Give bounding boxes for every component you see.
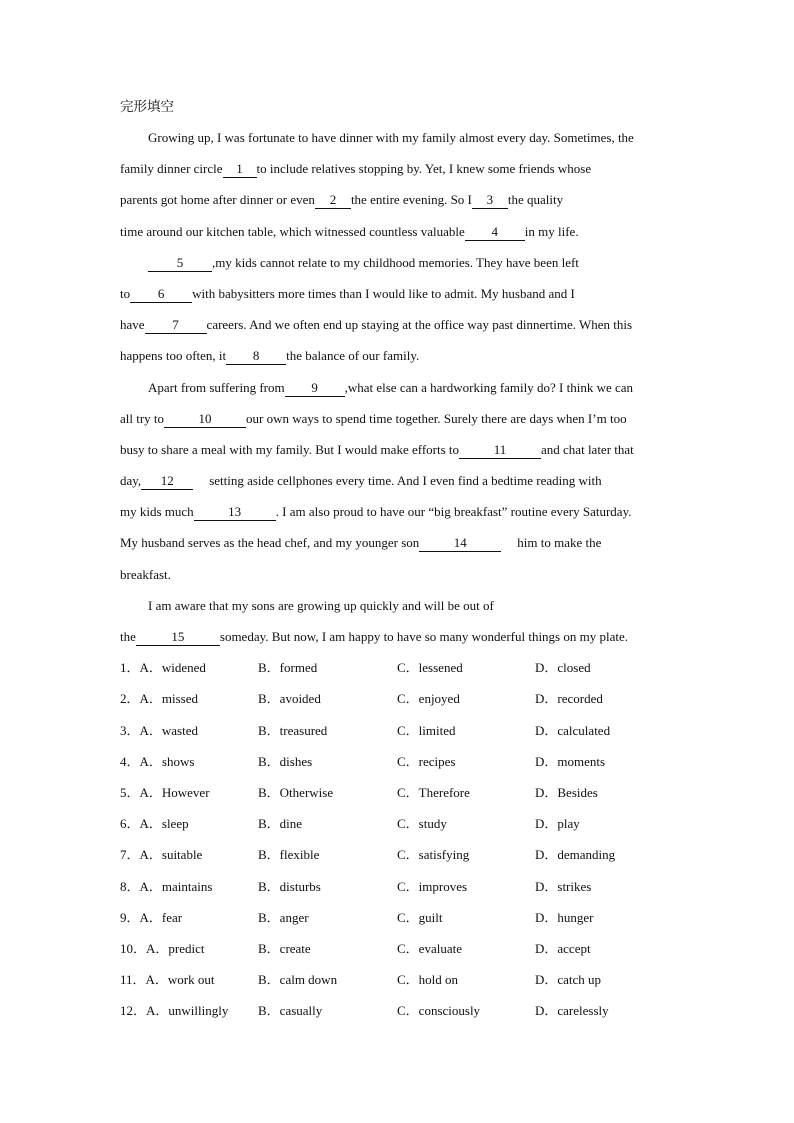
option-d: D．hunger bbox=[535, 909, 594, 925]
option-a: 2．A．missed bbox=[120, 691, 199, 707]
option-a: 10．A．predict bbox=[120, 940, 205, 956]
question-options-9 bbox=[120, 902, 675, 933]
option-b: B．casually bbox=[258, 1003, 323, 1019]
passage-line: time around our kitchen table, which witnessed countless valuable 4 in my life. bbox=[120, 223, 579, 239]
passage-line: all try to 10 our own ways to spend time together. Surely there are days when I’m too bbox=[120, 410, 627, 426]
passage-line: Apart from suffering from 9 ,what else can a hardworking family do? I think we can bbox=[148, 379, 634, 395]
blank-9: 9 bbox=[285, 380, 345, 397]
option-b: B．avoided bbox=[258, 691, 321, 707]
option-d: D．recorded bbox=[535, 691, 603, 707]
option-a: 7．A．suitable bbox=[120, 847, 203, 863]
passage-line: happens too often, it 8 the balance of our family. bbox=[120, 348, 420, 364]
option-c: C．hold on bbox=[397, 972, 459, 988]
option-c: C．recipes bbox=[397, 753, 456, 769]
passage-line: busy to share a meal with my family. But I would make efforts to 11 and chat later that bbox=[120, 441, 634, 457]
blank-4: 4 bbox=[465, 224, 525, 241]
option-c: C．enjoyed bbox=[397, 691, 460, 707]
option-b: B．dishes bbox=[258, 753, 313, 769]
blank-10: 10 bbox=[164, 411, 246, 428]
passage-line: family dinner circle 1 to include relatives stopping by. Yet, I knew some friends whose bbox=[120, 161, 592, 177]
option-a: 11．A．work out bbox=[120, 972, 215, 988]
passage-line: I am aware that my sons are growing up quickly and will be out of bbox=[148, 597, 494, 613]
option-d: D．play bbox=[535, 816, 580, 832]
blank-15: 15 bbox=[136, 629, 220, 646]
passage-line: My husband serves as the head chef, and my younger son 14 him to make the bbox=[120, 535, 602, 551]
passage-line: have 7 careers. And we often end up staying at the office way past dinnertime. When this bbox=[120, 317, 633, 333]
option-c: C．lessened bbox=[397, 660, 463, 676]
option-d: D．Besides bbox=[535, 784, 598, 800]
option-b: B．flexible bbox=[258, 847, 320, 863]
option-b: B．formed bbox=[258, 660, 318, 676]
option-a: 6．A．sleep bbox=[120, 816, 189, 832]
option-a: 9．A．fear bbox=[120, 909, 183, 925]
blank-11: 11 bbox=[459, 442, 541, 459]
option-b: B．anger bbox=[258, 909, 309, 925]
question-options-7 bbox=[120, 839, 675, 870]
question-options-11 bbox=[120, 964, 675, 995]
option-d: D．accept bbox=[535, 940, 591, 956]
option-d: D．catch up bbox=[535, 972, 602, 988]
option-a: 12．A．unwillingly bbox=[120, 1003, 229, 1019]
option-a: 1．A．widened bbox=[120, 660, 206, 676]
passage-line: breakfast. bbox=[120, 566, 171, 582]
question-options-1 bbox=[120, 652, 675, 683]
blank-1: 1 bbox=[223, 161, 257, 178]
passage-line: day, 12 setting aside cellphones every time. And I even find a bedtime reading with bbox=[120, 473, 602, 489]
option-a: 3．A．wasted bbox=[120, 722, 198, 738]
blank-2: 2 bbox=[315, 192, 351, 209]
option-c: C．improves bbox=[397, 878, 468, 894]
passage-line: Growing up, I was fortunate to have dinner with my family almost every day. Sometimes, the bbox=[148, 130, 634, 145]
passage-line: parents got home after dinner or even 2 the entire evening. So I 3 the quality bbox=[120, 192, 564, 208]
option-c: C．limited bbox=[397, 722, 456, 738]
passage-line: the 15 someday. But now, I am happy to have so many wonderful things on my plate. bbox=[120, 629, 628, 644]
option-a: 4．A．shows bbox=[120, 753, 195, 769]
option-d: D．carelessly bbox=[535, 1003, 609, 1019]
question-options-2 bbox=[120, 683, 675, 714]
option-b: B．create bbox=[258, 940, 311, 956]
option-d: D．closed bbox=[535, 660, 591, 676]
blank-7: 7 bbox=[145, 317, 207, 334]
question-options-12 bbox=[120, 995, 675, 1026]
option-d: D．strikes bbox=[535, 878, 592, 894]
passage bbox=[120, 122, 675, 652]
question-options-8 bbox=[120, 871, 675, 902]
option-b: B．calm down bbox=[258, 972, 338, 988]
option-b: B．disturbs bbox=[258, 878, 321, 894]
passage-line: my kids much 13 . I am also proud to have our “big breakfast” routine every Saturday. bbox=[120, 504, 632, 520]
option-c: C．consciously bbox=[397, 1003, 481, 1019]
section-title: 完形填空 bbox=[120, 99, 174, 114]
option-c: C．Therefore bbox=[397, 784, 470, 800]
option-a: 8．A．maintains bbox=[120, 878, 213, 894]
option-c: C．study bbox=[397, 816, 447, 832]
blank-5: 5 bbox=[148, 255, 212, 272]
options-list bbox=[120, 652, 675, 1026]
option-a: 5．A．However bbox=[120, 784, 210, 800]
option-b: B．treasured bbox=[258, 722, 328, 738]
question-options-4 bbox=[120, 746, 675, 777]
option-c: C．guilt bbox=[397, 909, 443, 925]
question-options-3 bbox=[120, 715, 675, 746]
option-b: B．dine bbox=[258, 816, 303, 832]
question-options-10 bbox=[120, 933, 675, 964]
blank-6: 6 bbox=[130, 286, 192, 303]
blank-14: 14 bbox=[419, 535, 501, 552]
blank-13: 13 bbox=[194, 504, 276, 521]
option-d: D．moments bbox=[535, 753, 606, 769]
cloze-exercise bbox=[120, 92, 675, 1026]
option-b: B．Otherwise bbox=[258, 784, 334, 800]
blank-8: 8 bbox=[226, 348, 286, 365]
blank-12: 12 bbox=[141, 473, 193, 490]
question-options-5 bbox=[120, 777, 675, 808]
question-options-6 bbox=[120, 808, 675, 839]
option-d: D．calculated bbox=[535, 722, 611, 738]
option-c: C．evaluate bbox=[397, 940, 462, 956]
passage-line: to 6 with babysitters more times than I would like to admit. My husband and I bbox=[120, 285, 575, 301]
option-d: D．demanding bbox=[535, 847, 616, 863]
blank-3: 3 bbox=[472, 192, 508, 209]
option-c: C．satisfying bbox=[397, 847, 470, 863]
passage-line: 5 ,my kids cannot relate to my childhood memories. They have been left bbox=[120, 247, 675, 278]
